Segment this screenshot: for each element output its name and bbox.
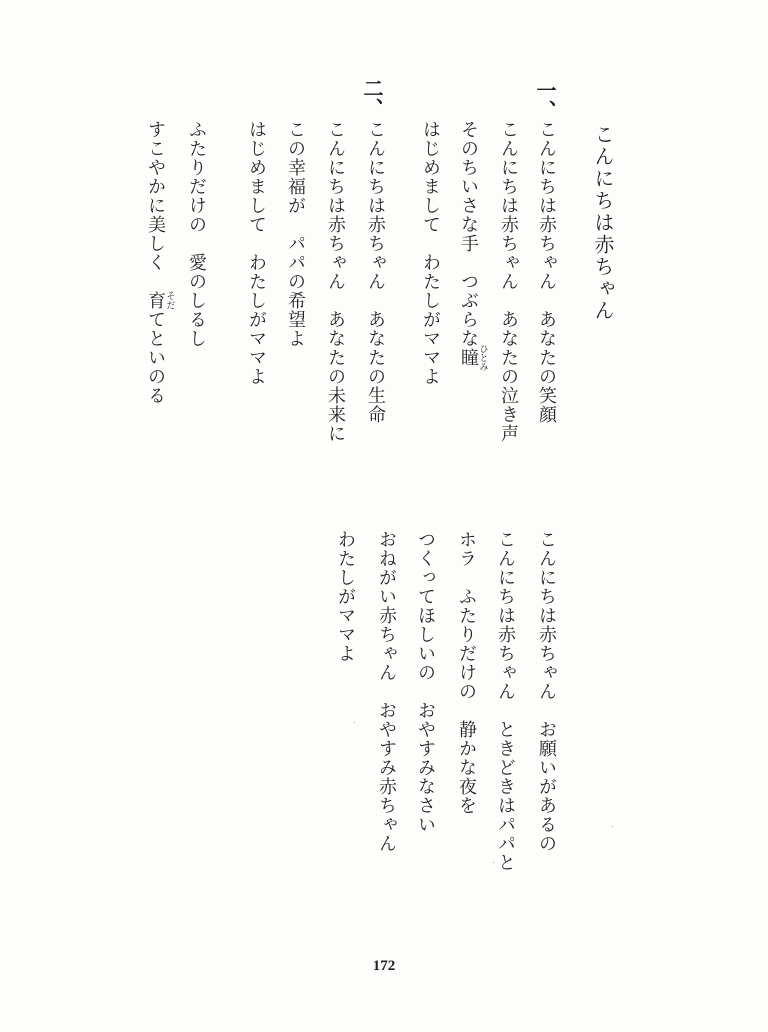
page-number: 172 — [372, 958, 396, 974]
ruby-reading: ひとみ — [477, 344, 488, 371]
verse-2-marker: 二、 — [360, 78, 384, 118]
lyric-line — [146, 120, 175, 405]
lyric-line: こんにちは赤ちゃん お願いがあるの — [536, 530, 557, 853]
lyric-line: こんにちは赤ちゃん あなたの生命 — [365, 120, 386, 424]
lyric-line: こんにちは赤ちゃん あなたの笑顔 — [536, 120, 557, 424]
ruby-reading: そだ — [164, 291, 175, 310]
lyric-line — [459, 120, 488, 371]
lyric-line: この幸福が パパの希望よ — [285, 120, 306, 348]
lyric-line: ホラ ふたりだけの 静かな夜を — [456, 530, 477, 815]
lyric-line: つくってほしいの おやすみなさい — [415, 530, 436, 834]
ruby-word — [145, 291, 175, 310]
lyric-text: てといのる — [145, 310, 166, 405]
lyric-line: こんにちは赤ちゃん あなたの泣き声 — [498, 120, 519, 443]
scan-speck — [354, 722, 355, 723]
lyric-line: こんにちは赤ちゃん あなたの未来に — [325, 120, 346, 443]
lyric-line: おねがい赤ちゃん おやすみ赤ちゃん — [376, 530, 397, 853]
ruby-base: 育 — [145, 291, 166, 310]
scan-speck — [612, 826, 613, 827]
verse-1-marker: 一、 — [533, 80, 557, 120]
lyric-line: ふたりだけの 愛のしるし — [186, 120, 207, 348]
lyric-line: こんにちは赤ちゃん ときどきはパパと — [495, 530, 516, 872]
lyric-text: そのちいさな手 つぶらな — [458, 120, 479, 348]
song-title: こんにちは赤ちゃん — [591, 124, 615, 322]
ruby-base: 瞳 — [458, 344, 479, 371]
lyric-line: はじめまして わたしがママよ — [246, 120, 267, 386]
lyric-line: わたしがママよ — [335, 530, 356, 663]
lyric-line: はじめまして わたしがママよ — [420, 120, 441, 386]
ruby-word — [458, 344, 488, 371]
lyric-text: すこやかに美しく — [145, 120, 166, 291]
scan-speck — [493, 862, 494, 863]
